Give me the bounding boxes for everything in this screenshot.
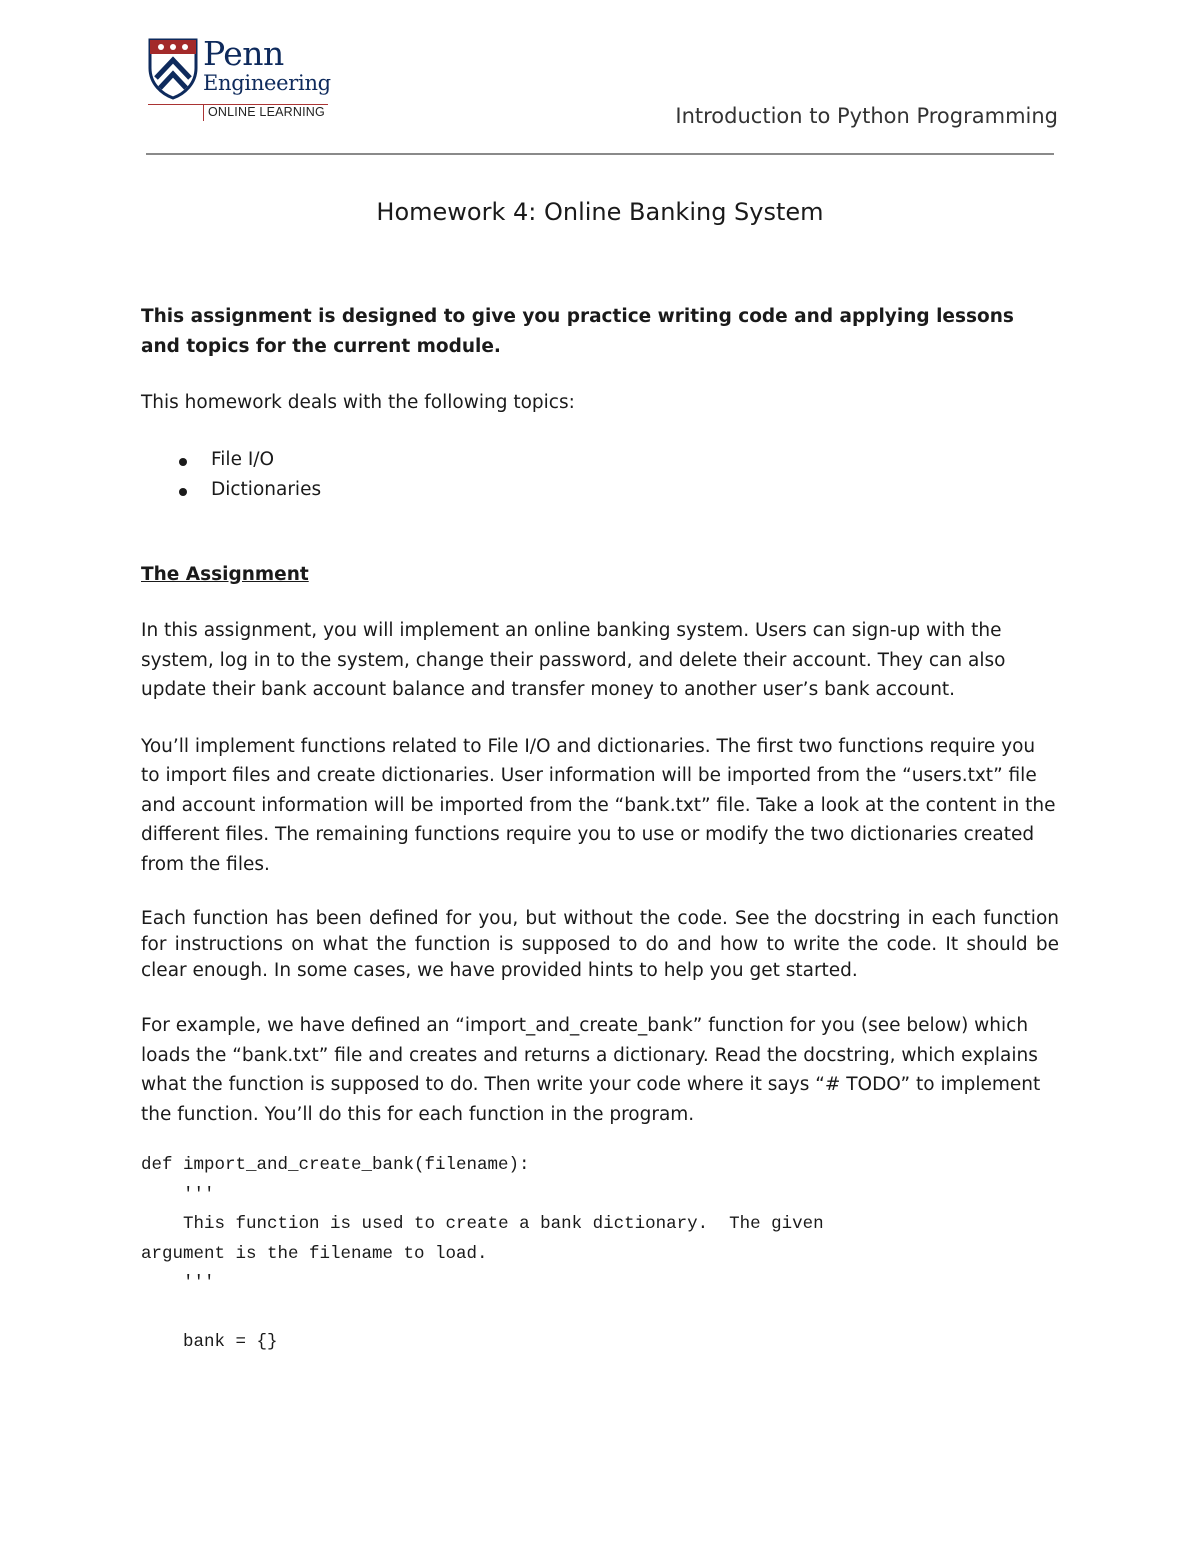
list-item: Dictionaries xyxy=(179,475,1059,505)
logo-tagline: ONLINE LEARNING xyxy=(208,105,325,119)
header-divider xyxy=(146,153,1054,155)
paragraph: You’ll implement functions related to File I/O and dictionaries. The first two functions require you to import files and create dictionaries. User information will be imported from the “users.txt” file and account information will be imported from the “bank.txt” file. Take a look at the content in the different files. The remaining functions require you to use or modify the two dictionaries created from the files. xyxy=(141,735,1056,875)
paragraph: Each function has been defined for you, but without the code. See the docstring in each function for instructions on what the function is supposed to do and how to write the code. It should be clear enough. In some cases, we have provided hints to help you get started. xyxy=(141,908,1059,981)
penn-engineering-logo xyxy=(148,36,333,122)
logo-name: Penn xyxy=(203,34,284,73)
document-body xyxy=(141,302,1059,1358)
penn-shield-icon xyxy=(148,38,198,100)
list-item: File I/O xyxy=(179,445,1059,475)
logo-rule-vertical xyxy=(203,104,204,121)
logo-subtitle: Engineering xyxy=(203,71,331,95)
code-block: def import_and_create_bank(filename): ''' This function is used to create a bank dictionary. The given argument is the filename to load. ''' bank = {} xyxy=(141,1155,824,1352)
topics-list xyxy=(141,445,1059,505)
paragraph: For example, we have defined an “import_and_create_bank” function for you (see below) which loads the “bank.txt” file and creates and returns a dictionary. Read the docstring, which explains what the function is supposed to do. Then write your code where it says “# TODO” to implement the function. You’ll do this for each function in the program. xyxy=(141,1015,1041,1125)
intro-statement: This assignment is designed to give you practice writing code and applying lessons and topics for the current module. xyxy=(141,306,1014,357)
section-heading: The Assignment xyxy=(141,563,309,585)
document-title: Homework 4: Online Banking System xyxy=(376,198,824,226)
paragraph: In this assignment, you will implement an online banking system. Users can sign-up with the system, log in to the system, change their password, and delete their account. They can also update their bank account balance and transfer money to another user’s bank account. xyxy=(141,620,1006,700)
topics-lead: This homework deals with the following topics: xyxy=(141,392,575,413)
course-title: Introduction to Python Programming xyxy=(675,104,1058,128)
